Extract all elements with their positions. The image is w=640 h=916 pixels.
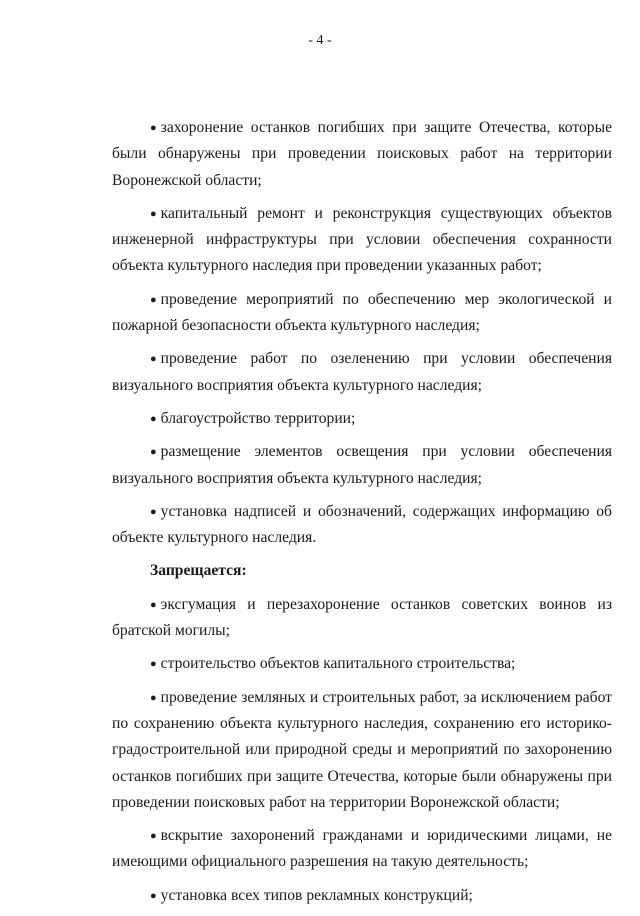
list-item-text: строительство объектов капитального строительства; [160,655,516,673]
list-item-text: проведение работ по озеленению при условии обеспечения визуального восприятия объекта культурного наследия; [112,350,612,394]
bullet-icon: ● [150,658,157,671]
list-item [112,499,612,552]
list-item [112,685,612,816]
list-item [112,346,612,399]
list-item-text: проведение земляных и строительных работ, за исключением работ по сохранению объекта культурного наследия, сохранению его историко-градостроительной или природной среды и мероприятий по захоронению останков погибших при защите Отечества, которые были обнаружены при проведении поисковых работ на территории Воронежской области; [112,688,612,811]
list-item-text: установка надписей и обозначений, содержащих информацию об объекте культурного наследия. [112,502,612,547]
list-item [112,287,612,340]
list-item [112,439,612,492]
list-item-text: эксгумация и перезахоронение останков советских воинов из братской могилы; [112,595,612,640]
list-item-text: проведение мероприятий по обеспечению мер экологической и пожарной безопасности объекта культурного наследия; [112,290,612,335]
list-item [112,883,612,909]
bullet-icon: ● [150,207,157,220]
bullet-icon: ● [150,293,157,306]
list-item [112,823,612,876]
bullet-icon: ● [150,830,157,843]
list-item-text: благоустройство территории; [160,409,356,427]
list-item [112,651,612,677]
bullet-icon: ● [150,122,157,134]
list-item [112,115,612,194]
bullet-icon: ● [150,412,157,425]
bullet-icon: ● [150,505,157,518]
list-item [112,406,612,432]
list-item-text: установка всех типов рекламных конструкций; [160,886,473,904]
list-item [112,592,612,645]
bullet-icon: ● [150,353,157,366]
list-item-text: капитальный ремонт и реконструкция существующих объектов инженерной инфраструктуры при условии обеспечения сохранности объекта культурного наследия при проведении указанных работ; [112,204,612,275]
list-item-text: захоронение останков погибших при защите Отечества, которые были обнаружены при проведении поисковых работ на территории Воронежской области; [112,119,612,189]
bullet-icon: ● [150,446,157,459]
bullet-icon: ● [150,889,157,902]
bullet-icon: ● [150,598,157,611]
page-number: - 4 - [308,33,332,48]
document-body [112,115,612,916]
list-item [112,201,612,280]
list-item-text: размещение элементов освещения при условии обеспечения визуального восприятия объекта культурного наследия; [112,443,612,487]
prohibited-heading: Запрещается: [150,562,247,580]
list-item-text: вскрытие захоронений гражданами и юридическими лицами, не имеющими официального разрешения на такую деятельность; [112,827,612,871]
bullet-icon: ● [150,691,157,704]
